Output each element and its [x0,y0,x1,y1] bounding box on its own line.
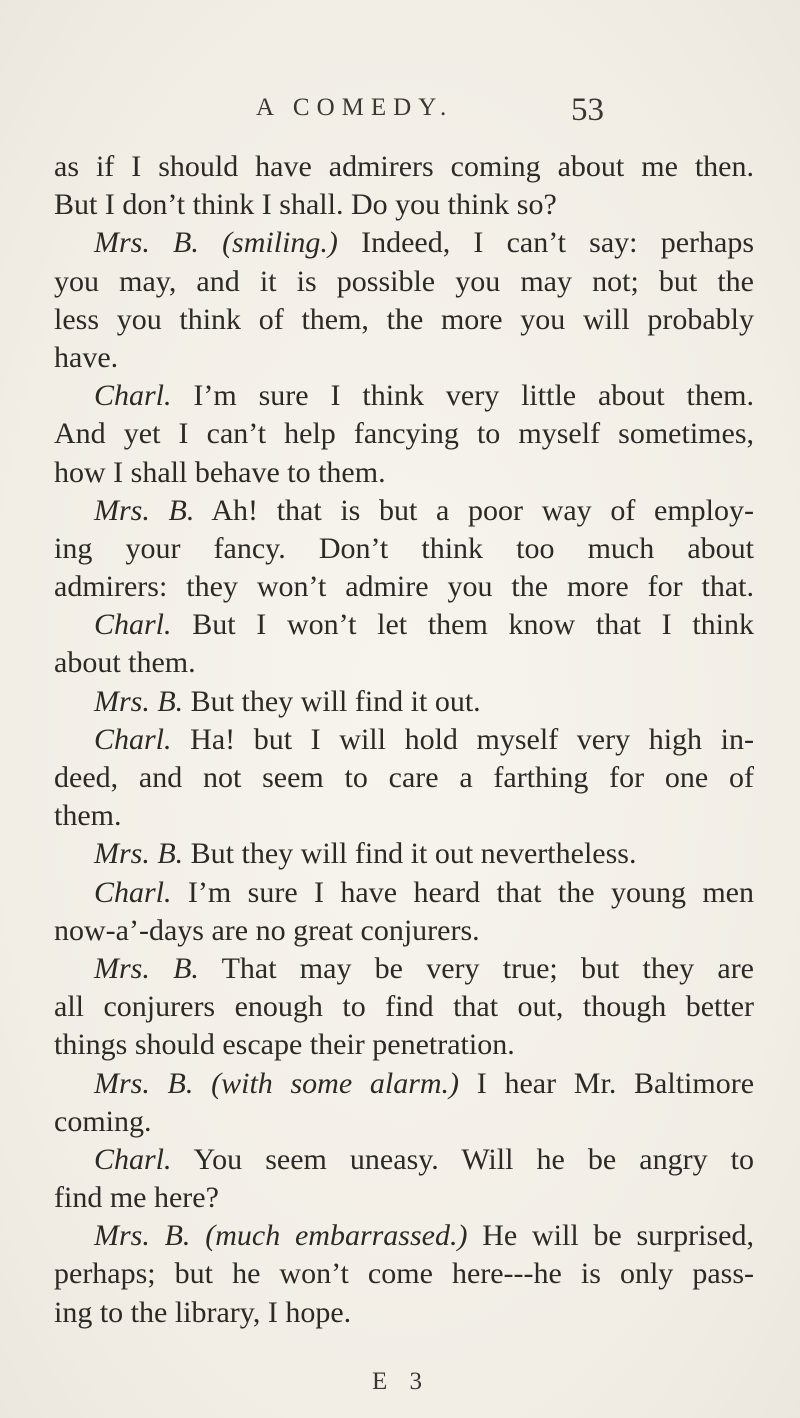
dialogue-text [54,148,754,1332]
text-line: Mrs. B. But they will find it out nevertheless. [94,837,637,871]
text-line: But I don’t think I shall. Do you think so? [54,188,557,222]
text-line: ing your fancy. Don’t think too much about [54,531,754,565]
text-line: Mrs. B. Ah! that is but a poor way of employ- [94,493,754,527]
text-line: find me here? [54,1181,219,1215]
text-line: all conjurers enough to find that out, though better [54,990,754,1024]
text-line: less you think of them, the more you will probably [54,302,754,336]
text-line: Charl. I’m sure I have heard that the young men [94,875,754,909]
speaker-name: Mrs. B. [94,951,199,985]
speaker-name: Charl. [94,1142,172,1176]
text-line: now-a’-days are no great conjurers. [54,913,480,947]
speaker-name: Mrs. B. [94,226,199,260]
text-line: deed, and not seem to care a farthing for one of [54,761,754,794]
text-line: Charl. I’m sure I think very little about them. [94,379,754,413]
stage-direction: (smiling.) [222,226,338,260]
speaker-name: Mrs. B. [94,837,184,871]
speaker-name: Charl. [94,875,172,909]
stage-direction: (with some alarm.) [211,1066,460,1100]
speaker-name: Mrs. B. [94,493,195,527]
running-head [0,92,800,132]
text-line: things should escape their penetration. [54,1028,515,1062]
text-line: Mrs. B. (with some alarm.) I hear Mr. Baltimore [94,1066,755,1100]
speaker-name: Mrs. B. [94,1219,191,1253]
speaker-name: Mrs. B. [94,1066,194,1100]
stage-direction: (much embarrassed.) [205,1219,468,1253]
running-title: A COMEDY. [256,94,454,121]
speaker-name: Charl. [94,608,172,642]
text-line: admirers: they won’t admire you the more for that. [54,570,754,604]
text-line: coming. [54,1104,152,1138]
text-line: And yet I can’t help fancying to myself sometimes, [54,417,754,451]
page-number: 53 [571,92,604,128]
speaker-name: Charl. [94,379,172,413]
text-line: Mrs. B. But they will find it out. [94,684,481,718]
text-line: Mrs. B. That may be very true; but they are [94,951,754,985]
text-line: as if I should have admirers coming about me then. [54,150,754,183]
text-line: perhaps; but he won’t come here---he is only pass- [54,1257,754,1291]
speaker-name: Mrs. B. [94,684,184,718]
text-line: Charl. But I won’t let them know that I think [94,608,754,642]
speaker-name: Charl. [94,722,172,756]
text-line: have. [54,340,119,374]
text-line: Mrs. B. (much embarrassed.) He will be surprised, [94,1219,754,1253]
text-line: you may, and it is possible you may not; but the [54,264,754,298]
text-line: how I shall behave to them. [54,455,386,489]
text-line: Charl. You seem uneasy. Will he be angry to [94,1142,754,1176]
text-line: Charl. Ha! but I will hold myself very high in- [94,722,754,756]
text-line: ing to the library, I hope. [54,1295,352,1329]
text-line: them. [54,799,122,833]
signature-mark: E 3 [372,1368,431,1395]
text-line: Mrs. B. (smiling.) Indeed, I can’t say: perhaps [94,226,754,260]
text-line: about them. [54,646,196,680]
